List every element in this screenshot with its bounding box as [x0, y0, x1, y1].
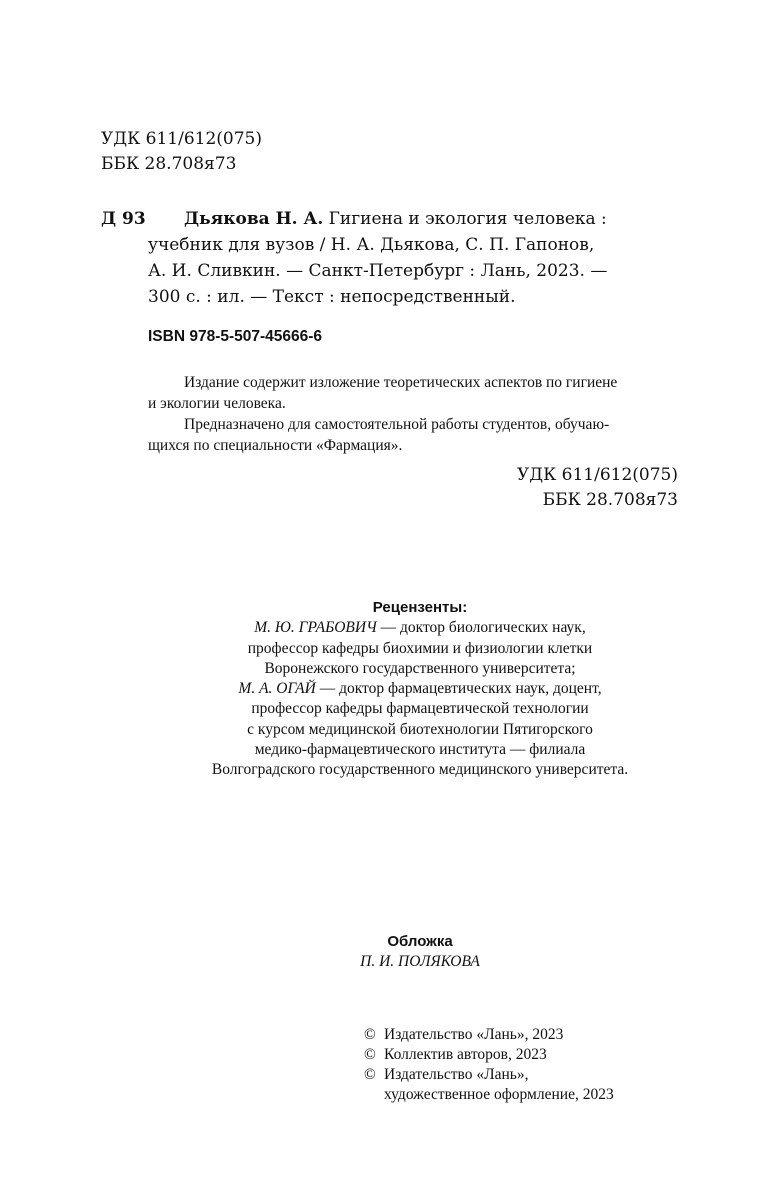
author-mark: Д 93	[101, 209, 146, 229]
copyright-text: Коллектив авторов, 2023	[384, 1046, 547, 1063]
copyright-line	[364, 1045, 614, 1065]
reviewer-1-degree: — доктор биологических наук,	[376, 619, 586, 637]
annotation-line: и экологии человека.	[148, 395, 286, 412]
entry-line-3: А. И. Сливкин. — Санкт-Петербург : Лань, 2023. —	[148, 261, 608, 281]
entry-line-4: 300 с. : ил. — Текст : непосредственный.	[148, 287, 516, 307]
annotation-line: Предназначено для самостоятельной работы студентов, обучаю-	[184, 416, 610, 433]
bbk-code: ББК 28.708я73	[101, 154, 237, 174]
isbn: ISBN 978-5-507-45666-6	[148, 328, 323, 345]
copyright-icon: ©	[364, 1066, 376, 1083]
reviewers-heading: Рецензенты:	[372, 599, 468, 616]
copyright-line	[364, 1025, 614, 1045]
reviewer-2-affiliation: Волгоградского государственного медицинского университета.	[211, 761, 629, 779]
copyright-icon: ©	[364, 1046, 376, 1063]
udk-code-right: УДК 611/612(075)	[516, 465, 678, 485]
annotation-line: Издание содержит изложение теоретических аспектов по гигиене	[184, 374, 618, 391]
copyright-text: Издательство «Лань», 2023	[384, 1026, 564, 1043]
copyright-line	[364, 1065, 614, 1085]
reviewer-1-line	[100, 618, 740, 638]
cover-heading: Обложка	[387, 933, 453, 950]
copyright-line-continuation: художественное оформление, 2023	[384, 1086, 614, 1103]
cover-credit	[100, 932, 740, 972]
reviewer-2-affiliation: с курсом медицинской биотехнологии Пятигорского	[247, 720, 593, 738]
entry-line-2: учебник для вузов / Н. А. Дьякова, С. П. Гапонов,	[148, 235, 595, 255]
reviewer-2-line	[100, 679, 740, 699]
reviewer-2-affiliation: медико-фармацевтического института — филиала	[254, 741, 586, 759]
classification-block-right	[517, 463, 678, 513]
copyright-text: Издательство «Лань»,	[384, 1066, 529, 1083]
reviewer-2-position: профессор кафедры фармацевтической технологии	[251, 700, 589, 718]
annotation-line: щихся по специальности «Фармация».	[148, 437, 403, 454]
reviewer-2-name: М. А. ОГАЙ	[238, 680, 316, 698]
entry-line-1	[184, 206, 678, 232]
udk-code: УДК 611/612(075)	[101, 129, 263, 149]
reviewer-1-name: М. Ю. ГРАБОВИЧ	[254, 619, 377, 637]
entry-author: Дьякова Н. А.	[184, 209, 324, 229]
copyright-block	[364, 1025, 614, 1105]
annotation	[148, 372, 678, 456]
reviewer-1-affiliation: Воронежского государственного университета;	[264, 659, 576, 677]
cover-designer-name: П. И. ПОЛЯКОВА	[360, 953, 480, 970]
classification-block-top	[101, 127, 262, 177]
copyright-icon: ©	[364, 1026, 376, 1043]
reviewers-block	[100, 598, 740, 781]
entry-title: Гигиена и экология человека :	[328, 209, 607, 229]
bibliographic-entry	[148, 206, 678, 310]
reviewer-1-position: профессор кафедры биохимии и физиологии клетки	[247, 639, 593, 657]
reviewer-2-degree: — доктор фармацевтических наук, доцент,	[315, 680, 602, 698]
bbk-code-right: ББК 28.708я73	[542, 490, 678, 510]
